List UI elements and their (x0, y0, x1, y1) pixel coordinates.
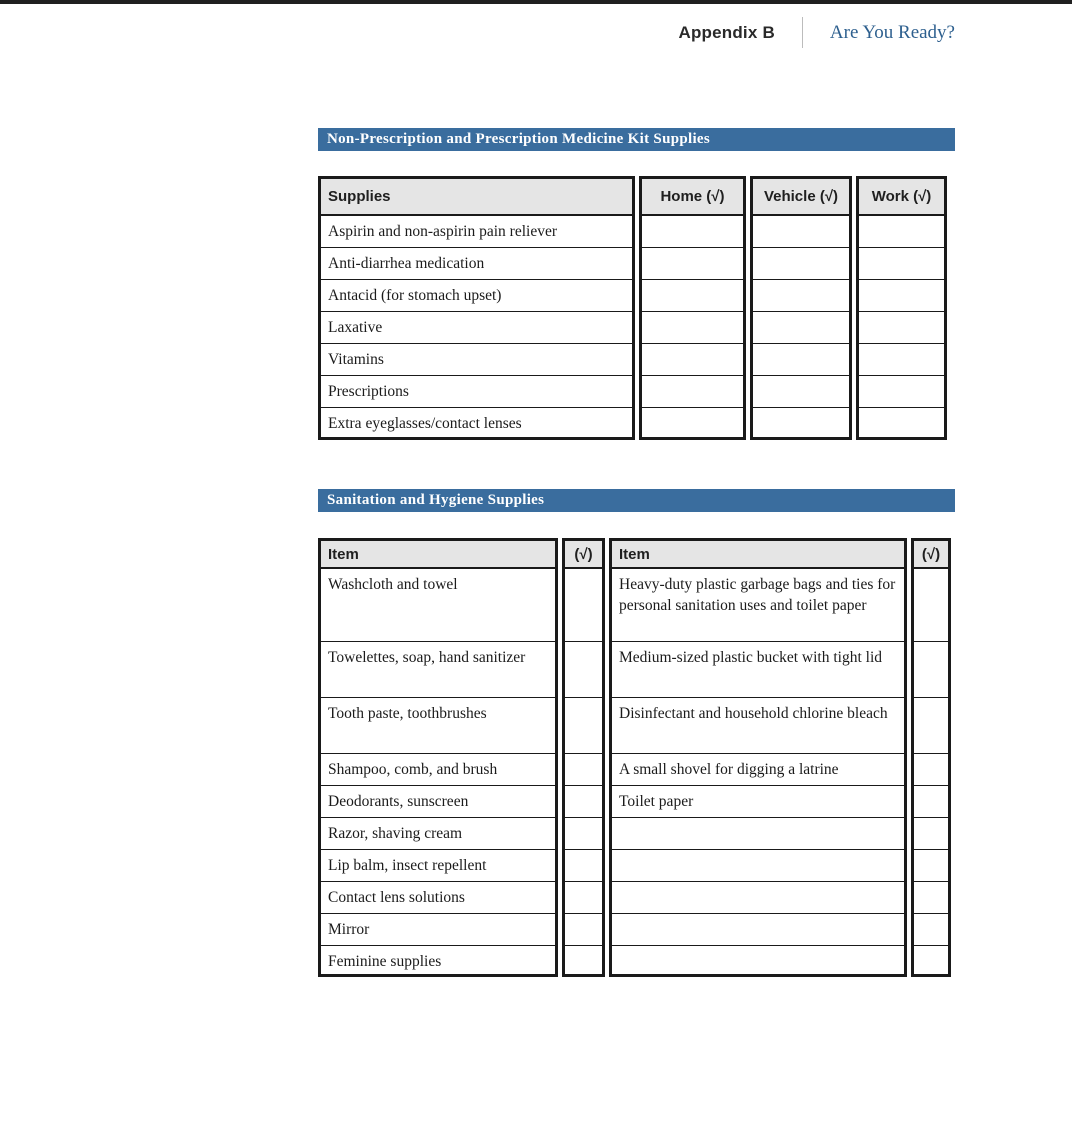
item-cell-left: Contact lens solutions (318, 882, 558, 914)
sanitation-section-banner: Sanitation and Hygiene Supplies (318, 489, 955, 512)
item-cell-left: Washcloth and towel (318, 569, 558, 642)
appendix-label: Appendix B (678, 22, 775, 42)
item-cell-right (609, 914, 907, 946)
medicine-section-banner: Non-Prescription and Prescription Medicine Kit Supplies (318, 128, 955, 151)
work-check-cell (856, 280, 947, 312)
supply-item-cell: Laxative (318, 312, 635, 344)
item-cell-left: Tooth paste, toothbrushes (318, 698, 558, 754)
item-cell-left: Towelettes, soap, hand sanitizer (318, 642, 558, 698)
check-column-header-left: (√) (562, 538, 605, 569)
check-cell-right (911, 946, 951, 977)
home-check-cell (639, 312, 746, 344)
item-cell-right: Toilet paper (609, 786, 907, 818)
work-check-cell (856, 376, 947, 408)
supply-item-cell: Vitamins (318, 344, 635, 376)
check-cell-left (562, 818, 605, 850)
item-cell-right (609, 946, 907, 977)
supply-item-cell: Prescriptions (318, 376, 635, 408)
sanitation-supplies-table (314, 538, 955, 977)
item-cell-right: Medium-sized plastic bucket with tight lid (609, 642, 907, 698)
home-check-cell (639, 376, 746, 408)
item-cell-right: Disinfectant and household chlorine bleach (609, 698, 907, 754)
check-cell-right (911, 754, 951, 786)
home-check-cell (639, 344, 746, 376)
item-cell-left: Razor, shaving cream (318, 818, 558, 850)
medicine-supplies-table (314, 176, 951, 440)
vehicle-check-cell (750, 248, 852, 280)
vehicle-check-cell (750, 344, 852, 376)
item-column-header-right: Item (609, 538, 907, 569)
window-top-edge (0, 0, 1072, 4)
home-check-cell (639, 216, 746, 248)
item-cell-right (609, 818, 907, 850)
check-cell-left (562, 882, 605, 914)
check-cell-left (562, 642, 605, 698)
item-cell-left: Mirror (318, 914, 558, 946)
work-check-cell (856, 248, 947, 280)
check-cell-left (562, 914, 605, 946)
work-check-cell (856, 344, 947, 376)
supply-item-cell: Anti-diarrhea medication (318, 248, 635, 280)
check-cell-right (911, 642, 951, 698)
vehicle-check-cell (750, 408, 852, 440)
check-cell-left (562, 698, 605, 754)
book-title-link[interactable]: Are You Ready? (829, 21, 955, 43)
check-cell-right (911, 850, 951, 882)
home-column-header: Home (√) (639, 176, 746, 216)
vehicle-check-cell (750, 376, 852, 408)
item-cell-left: Shampoo, comb, and brush (318, 754, 558, 786)
check-cell-left (562, 850, 605, 882)
supply-item-cell: Extra eyeglasses/contact lenses (318, 408, 635, 440)
check-cell-left (562, 569, 605, 642)
item-cell-right: A small shovel for digging a latrine (609, 754, 907, 786)
home-check-cell (639, 248, 746, 280)
home-check-cell (639, 280, 746, 312)
header-divider (802, 17, 803, 48)
check-cell-right (911, 698, 951, 754)
check-cell-right (911, 786, 951, 818)
check-cell-right (911, 569, 951, 642)
vehicle-column-header: Vehicle (√) (750, 176, 852, 216)
check-cell-left (562, 754, 605, 786)
item-cell-right (609, 850, 907, 882)
supplies-column-header: Supplies (318, 176, 635, 216)
page-header (678, 17, 955, 48)
vehicle-check-cell (750, 216, 852, 248)
item-cell-right: Heavy-duty plastic garbage bags and ties for personal sanitation uses and toilet paper (609, 569, 907, 642)
work-check-cell (856, 312, 947, 344)
check-cell-right (911, 914, 951, 946)
check-cell-right (911, 818, 951, 850)
item-cell-left: Lip balm, insect repellent (318, 850, 558, 882)
work-check-cell (856, 408, 947, 440)
check-cell-right (911, 882, 951, 914)
check-cell-left (562, 946, 605, 977)
check-cell-left (562, 786, 605, 818)
supply-item-cell: Aspirin and non-aspirin pain reliever (318, 216, 635, 248)
work-column-header: Work (√) (856, 176, 947, 216)
home-check-cell (639, 408, 746, 440)
item-cell-right (609, 882, 907, 914)
item-column-header-left: Item (318, 538, 558, 569)
work-check-cell (856, 216, 947, 248)
vehicle-check-cell (750, 312, 852, 344)
vehicle-check-cell (750, 280, 852, 312)
item-cell-left: Deodorants, sunscreen (318, 786, 558, 818)
supply-item-cell: Antacid (for stomach upset) (318, 280, 635, 312)
item-cell-left: Feminine supplies (318, 946, 558, 977)
check-column-header-right: (√) (911, 538, 951, 569)
